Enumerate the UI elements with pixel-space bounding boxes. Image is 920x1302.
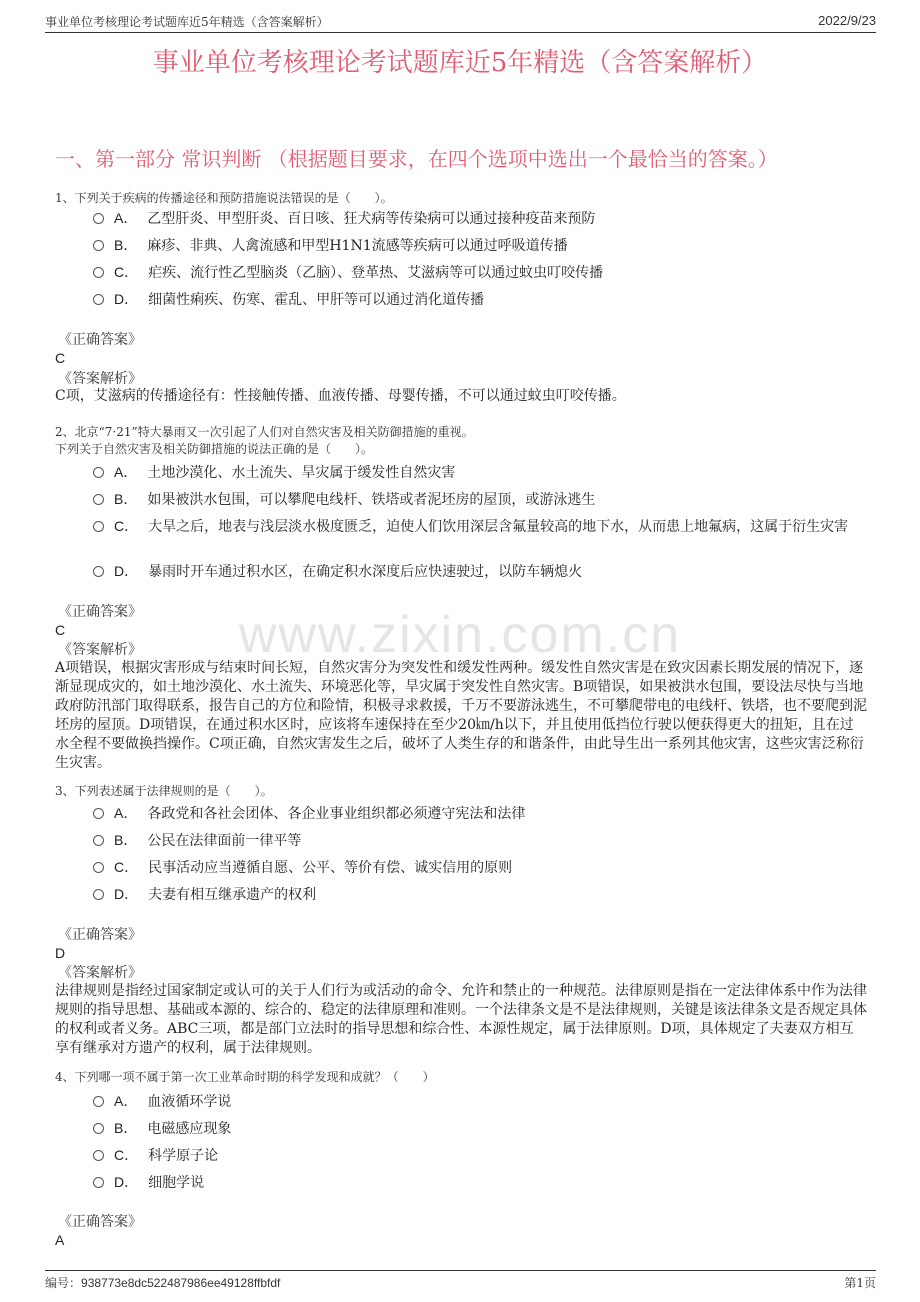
- radio-icon[interactable]: [93, 808, 104, 819]
- question-4-option-a[interactable]: A． 血液循环学说: [93, 1090, 868, 1113]
- radio-icon[interactable]: [93, 494, 104, 505]
- radio-icon[interactable]: [93, 1177, 104, 1188]
- radio-icon[interactable]: [93, 521, 104, 532]
- radio-icon[interactable]: [93, 1096, 104, 1107]
- radio-icon[interactable]: [93, 213, 104, 224]
- header-doc-title: 事业单位考核理论考试题库近5年精选（含答案解析）: [45, 15, 329, 29]
- question-4-option-b[interactable]: B． 电磁感应现象: [93, 1117, 868, 1140]
- page-footer: [45, 1270, 876, 1295]
- radio-icon[interactable]: [93, 294, 104, 305]
- question-2-stem-line-2: 下列关于自然灾害及相关防御措施的说法正确的是（ ）。: [55, 442, 374, 456]
- question-4-answer: A: [55, 1232, 65, 1248]
- question-3-option-a[interactable]: A． 各政党和各社会团体、各企业事业组织都必须遵守宪法和法律: [93, 802, 868, 825]
- answer-label: 《正确答案》: [58, 332, 142, 348]
- radio-icon[interactable]: [93, 889, 104, 900]
- explanation-label: 《答案解析》: [58, 371, 142, 387]
- radio-icon[interactable]: [93, 467, 104, 478]
- question-3-option-c[interactable]: C． 民事活动应当遵循自愿、公平、等价有偿、诚实信用的原则: [93, 856, 868, 879]
- explanation-label: 《答案解析》: [58, 965, 142, 981]
- explanation-label: 《答案解析》: [58, 642, 142, 658]
- question-3-answer: D: [55, 945, 66, 961]
- question-1-stem: 1、下列关于疾病的传播途径和预防措施说法错误的是（ ）。: [55, 191, 393, 205]
- radio-icon[interactable]: [93, 862, 104, 873]
- question-1-explanation: C项，艾滋病的传播途径有：性接触传播、血液传播、母婴传播，不可以通过蚊虫叮咬传播。: [55, 388, 626, 404]
- question-1-answer: C: [55, 350, 66, 366]
- question-1-option-b[interactable]: B． 麻疹、非典、人禽流感和甲型H1N1流感等疾病可以通过呼吸道传播: [93, 234, 868, 257]
- radio-icon[interactable]: [93, 835, 104, 846]
- answer-label: 《正确答案》: [58, 927, 142, 943]
- question-2-option-c[interactable]: C． 大旱之后，地表与浅层淡水极度匮乏，迫使人们饮用深层含氟量较高的地下水，从而患上地氟病，这属于衍生灾害: [93, 515, 868, 538]
- watermark: www.zixin.com.cn: [238, 606, 682, 664]
- question-3-stem: 3、下列表述属于法律规则的是（ ）。: [55, 784, 273, 798]
- question-1-option-c[interactable]: C． 疟疾、流行性乙型脑炎（乙脑）、登革热、艾滋病等可以通过蚊虫叮咬传播: [93, 261, 868, 284]
- radio-icon[interactable]: [93, 267, 104, 278]
- section-heading: 一、第一部分 常识判断 （根据题目要求，在四个选项中选出一个最恰当的答案。）: [55, 147, 778, 171]
- answer-label: 《正确答案》: [58, 1214, 142, 1230]
- question-1-option-d[interactable]: D． 细菌性痢疾、伤寒、霍乱、甲肝等可以通过消化道传播: [93, 288, 868, 311]
- footer-code: 编号：938773e8dc522487986ee49128ffbfdf: [45, 1276, 281, 1290]
- question-3-option-d[interactable]: D． 夫妻有相互继承遗产的权利: [93, 883, 868, 906]
- question-2-answer: C: [55, 622, 66, 638]
- question-2-option-a[interactable]: A． 土地沙漠化、水土流失、旱灾属于缓发性自然灾害: [93, 461, 868, 484]
- question-2-stem-line-1: 2、北京“7·21”特大暴雨又一次引起了人们对自然灾害及相关防御措施的重视。: [55, 425, 474, 439]
- question-2-option-d[interactable]: D． 暴雨时开车通过积水区，在确定积水深度后应快速驶过，以防车辆熄火: [93, 560, 868, 583]
- radio-icon[interactable]: [93, 566, 104, 577]
- radio-icon[interactable]: [93, 1150, 104, 1161]
- page-number: 第1页: [844, 1276, 876, 1290]
- page-header: [45, 10, 876, 33]
- question-2-option-b[interactable]: B． 如果被洪水包围，可以攀爬电线杆、铁塔或者泥坯房的屋顶，或游泳逃生: [93, 488, 868, 511]
- question-4-stem: 4、下列哪一项不属于第一次工业革命时期的科学发现和成就？（ ）: [55, 1070, 435, 1084]
- header-date: 2022/9/23: [818, 13, 876, 28]
- radio-icon[interactable]: [93, 240, 104, 251]
- question-3-option-b[interactable]: B． 公民在法律面前一律平等: [93, 829, 868, 852]
- question-2-explanation: A项错误，根据灾害形成与结束时间长短，自然灾害分为突发性和缓发性两种。缓发性自然灾害是在致灾因素长期发展的情况下，逐渐显现成灾的，如土地沙漠化、水土流失、环境恶化等，旱灾属于突发性自然灾害。B项错误，如果被洪水包围，要设法尽快与当地政府防汛部门取得联系，报告自己的方位和险情，积极寻求救援，千万不要游泳逃生，不可攀爬带电的电线杆、铁塔，也不要爬到泥坯房的屋顶。D项错误，在通过积水区时，应该将车速保持在至少20㎞/h以下，并且使用低挡位行驶以便获得更大的扭矩，且在过水全程不要做换挡操作。C项正确，自然灾害发生之后，破坏了人类生存的和谐条件，由此导生出一系列其他灾害，这些灾害泛称衍生灾害。: [55, 660, 867, 771]
- page-title: 事业单位考核理论考试题库近5年精选（含答案解析）: [152, 48, 768, 78]
- radio-icon[interactable]: [93, 1123, 104, 1134]
- answer-label: 《正确答案》: [58, 604, 142, 620]
- question-4-option-c[interactable]: C． 科学原子论: [93, 1144, 868, 1167]
- question-1-option-a[interactable]: A． 乙型肝炎、甲型肝炎、百日咳、狂犬病等传染病可以通过接种疫苗来预防: [93, 207, 868, 230]
- question-4-option-d[interactable]: D． 细胞学说: [93, 1171, 868, 1194]
- question-3-explanation: 法律规则是指经过国家制定或认可的关于人们行为或活动的命令、允许和禁止的一种规范。法律原则是指在一定法律体系中作为法律规则的指导思想、基础或本源的、综合的、稳定的法律原理和准则。一个法律条文是不是法律规则，关键是该法律条文是否规定具体的权利或者义务。ABC三项，都是部门立法时的指导思想和综合性、本源性规定，属于法律原则。D项，具体规定了夫妻双方相互享有继承对方遗产的权利，属于法律规则。: [55, 983, 867, 1056]
